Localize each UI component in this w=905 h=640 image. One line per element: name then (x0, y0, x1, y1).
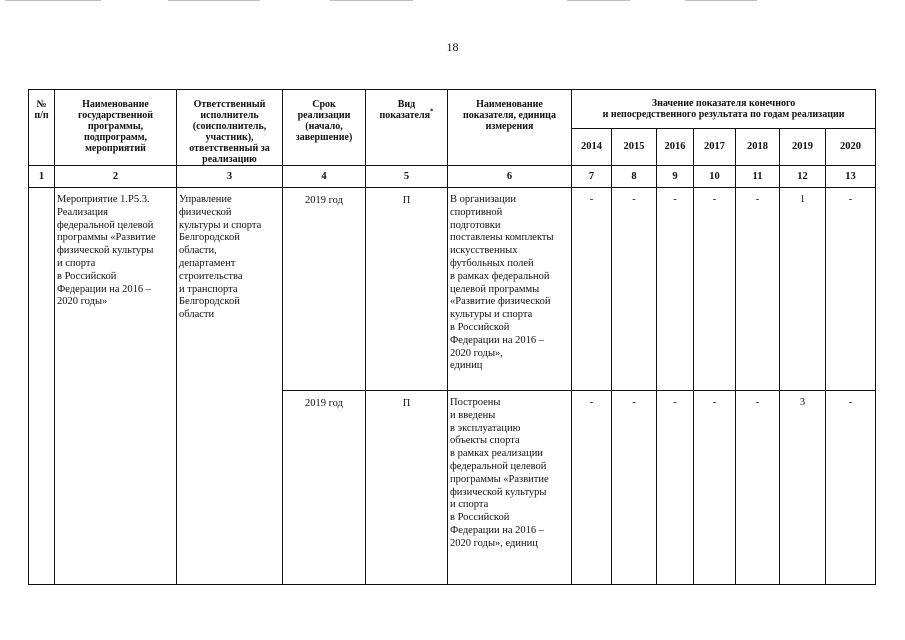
table-row (29, 188, 876, 391)
indicator-name-cell: В организации спортивной подготовки поставлены комплекты искусственных футбольных полей в рамках федеральной целевой программы «Развитие физической культуры и спорта в Российской Федерации на 2016 – 2020 годы», единиц (448, 188, 572, 391)
value-cell-2019: 3 (780, 391, 826, 585)
value-cell-2018: - (736, 391, 780, 585)
value-cell-2017: - (694, 188, 736, 391)
header-year-2015: 2015 (612, 128, 657, 165)
header-kind (366, 90, 448, 166)
header-year-2018: 2018 (736, 128, 780, 165)
period-cell: 2019 год (283, 391, 366, 585)
column-number: 6 (448, 166, 572, 188)
event-number-cell (29, 188, 55, 585)
scan-top-line-4 (567, 0, 630, 1)
value-cell-2020: - (826, 391, 876, 585)
column-number: 11 (736, 166, 780, 188)
header-kind-label: Вид показателя (379, 99, 430, 121)
value-cell-2015: - (612, 391, 657, 585)
header-indicator: Наименование показателя, единица измерения (448, 90, 572, 166)
column-number: 12 (780, 166, 826, 188)
header-num: № п/п (29, 90, 55, 166)
header-year-2016: 2016 (657, 128, 694, 165)
header-executor: Ответственный исполнитель (соисполнитель, участник), ответственный за реализацию (177, 90, 283, 166)
column-number: 7 (572, 166, 612, 188)
scan-top-line-1 (5, 0, 101, 1)
value-cell-2015: - (612, 188, 657, 391)
value-cell-2014: - (572, 391, 612, 585)
header-year-2017: 2017 (694, 128, 736, 165)
header-year-2020: 2020 (826, 128, 876, 165)
column-number: 13 (826, 166, 876, 188)
header-program: Наименование государственной программы, подпрограмм, мероприятий (55, 90, 177, 166)
program-indicators-table (28, 89, 876, 585)
value-cell-2019: 1 (780, 188, 826, 391)
page-number: 18 (446, 40, 459, 54)
header-period: Срок реализации (начало, завершение) (283, 90, 366, 166)
scan-top-line-5 (685, 0, 757, 1)
column-number: 1 (29, 166, 55, 188)
scan-top-line-3 (330, 0, 413, 1)
column-number: 10 (694, 166, 736, 188)
value-cell-2016: - (657, 391, 694, 585)
indicator-name-cell: Построены и введены в эксплуатацию объекты спорта в рамках реализации федеральной целевой программы «Развитие физической культуры и спорта в Российской Федерации на 2016 – 2020 годы», единиц (448, 391, 572, 585)
value-cell-2014: - (572, 188, 612, 391)
column-number: 2 (55, 166, 177, 188)
column-number: 5 (366, 166, 448, 188)
scan-top-line-2 (168, 0, 260, 1)
column-number: 9 (657, 166, 694, 188)
period-cell: 2019 год (283, 188, 366, 391)
indicator-kind-cell: П (366, 188, 448, 391)
event-executor-cell: Управление физической культуры и спорта Белгородской области, департамент строительства и транспорта Белгородской области (177, 188, 283, 585)
header-year-2019: 2019 (780, 128, 826, 165)
value-cell-2020: - (826, 188, 876, 391)
header-kind-footnote-mark: * (430, 107, 434, 116)
indicator-kind-cell: П (366, 391, 448, 585)
column-numbers-row (29, 166, 876, 188)
event-name-cell: Мероприятие 1.Р5.3. Реализация федеральной целевой программы «Развитие физической культуры и спорта в Российской Федерации на 2016 – 2020 годы» (55, 188, 177, 585)
value-cell-2018: - (736, 188, 780, 391)
column-number: 3 (177, 166, 283, 188)
column-number: 4 (283, 166, 366, 188)
column-number: 8 (612, 166, 657, 188)
header-year-2014: 2014 (572, 128, 612, 165)
header-values-group: Значение показателя конечного и непосредственного результата по годам реализации (572, 90, 876, 129)
value-cell-2016: - (657, 188, 694, 391)
value-cell-2017: - (694, 391, 736, 585)
